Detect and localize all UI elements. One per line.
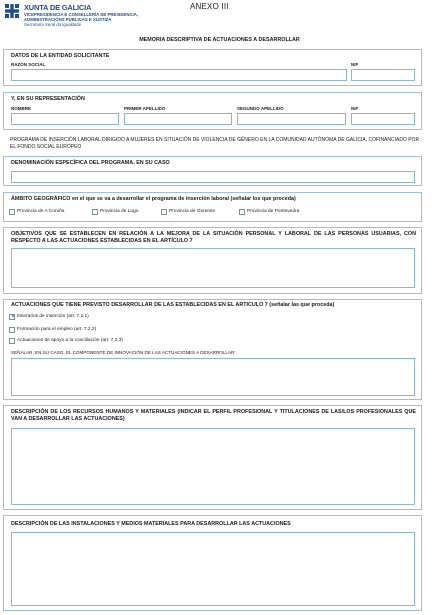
segundo-apellido-input[interactable]: [237, 113, 346, 125]
facilities-section: [3, 515, 422, 611]
resources-section: [3, 405, 422, 510]
entity-nif-input[interactable]: [351, 69, 415, 81]
scope-title: ÁMBITO GEOGRÁFICO en el que se va a desarrollar el programa de inserción laboral (señalar los que proceda): [11, 196, 296, 202]
checkmark-icon: ×: [11, 314, 15, 320]
itinerarios-checkbox[interactable]: [9, 314, 15, 320]
actions-title: ACTUACIONES QUE TIENE PREVISTO DESARROLLAR DE LAS ESTABLECIDAS EN EL ARTICULO 7 (señalar las que proceda): [11, 302, 335, 308]
nombre-input[interactable]: [11, 113, 119, 125]
entity-title: DATOS DE LA ENTIDAD SOLICITANTE: [11, 53, 110, 59]
formacion-checkbox[interactable]: [9, 327, 15, 333]
segundo-apellido-label: SEGUNDO APELLIDO: [237, 106, 284, 111]
facilities-title: DESCRIPCIÓN DE LAS INSTALACIONES Y MEDIOS MATERIALES PARA DESARROLLAR LAS ACTUACIONES: [11, 521, 291, 527]
logo-line-2: ADMINISTRACIÓNS PÚBLICAS E XUSTIZA: [24, 17, 112, 22]
province-lugo-label: Provincia de Lugo: [100, 209, 139, 214]
formacion-label: Formación para el empleo (art. 7.2.2): [17, 327, 97, 332]
representative-title: Y, EN SU REPRESENTACIÓN: [11, 96, 85, 102]
scope-section: [3, 192, 422, 222]
province-lugo-checkbox[interactable]: [92, 209, 98, 215]
program-note: PROGRAMA DE INSERCIÓN LABORAL DIRIGIDO A MUJERES EN SITUACIÓN DE VIOLENCIA DE GÉNERO EN LA COMUNIDAD AUTÓNOMA DE GALICIA, COFINANCIADO POR EL FONDO SOCIAL EUROPEO: [10, 137, 420, 150]
resources-textarea[interactable]: [11, 428, 415, 505]
annex-label: ANEXO III: [190, 2, 229, 11]
program-name-title: DENOMINACIÓN ESPECÍFICA DEL PROGRAMA, EN SU CASO: [11, 160, 170, 166]
page-header: [0, 0, 439, 36]
province-ourense-label: Provincia de Ourense: [169, 209, 216, 214]
innovation-textarea[interactable]: [11, 358, 415, 396]
facilities-textarea[interactable]: [11, 532, 415, 606]
conciliacion-label: Actuaciones de apoyo a la conciliación (art. 7.2.3): [17, 338, 123, 343]
objectives-textarea[interactable]: [11, 248, 415, 288]
document-title: MEMORIA DESCRIPTIVA DE ACTUACIONES A DESARROLLAR: [139, 37, 300, 43]
province-a-coruna-checkbox[interactable]: [9, 209, 15, 215]
rep-nif-input[interactable]: [351, 113, 415, 125]
actions-section: [3, 299, 422, 400]
razon-social-input[interactable]: [11, 69, 347, 81]
razon-social-label: RAZÓN SOCIAL: [11, 62, 46, 67]
entity-nif-label: NIF: [351, 62, 359, 67]
province-ourense-checkbox[interactable]: [161, 209, 167, 215]
representative-section: [3, 92, 422, 130]
resources-title: DESCRIPCIÓN DE LOS RECURSOS HUMANOS Y MATERIALES (INDICAR EL PERFIL PROFESIONAL Y TITULACIONES DE LAS/LOS PROFESIONALES QUE VAN A DESARROLLAR LAS ACTUACIONES): [11, 409, 416, 423]
program-name-section: [3, 156, 422, 186]
objectives-section: [3, 227, 422, 294]
rep-nif-label: NIF: [351, 106, 359, 111]
province-pontevedra-label: Provincia de Pontevedra: [247, 209, 300, 214]
province-a-coruna-label: Provincia de A Coruña: [17, 209, 65, 214]
xunta-cross-logo-icon: [5, 4, 19, 18]
nombre-label: NOMBRE: [11, 106, 31, 111]
entity-section: [3, 49, 422, 86]
innovation-label: SEÑALAR, EN SU CASO, EL COMPONENTE DE INNOVACIÓN DE LAS ACTUACIONES A DESARROLLAR:: [11, 350, 236, 355]
program-name-input[interactable]: [11, 171, 415, 183]
province-pontevedra-checkbox[interactable]: [239, 209, 245, 215]
itinerarios-label: Itinerarios de inserción (art. 7.2.1): [17, 314, 89, 319]
logo-title: XUNTA DE GALICIA: [24, 3, 92, 12]
primer-apellido-input[interactable]: [124, 113, 232, 125]
logo-line-3: Secretaría Xeral da Igualdade: [24, 22, 82, 27]
objectives-title: OBJETIVOS QUE SE ESTABLECEN EN RELACIÓN A LA MEJORA DE LA SITUACIÓN PERSONAL Y LABORAL DE LAS PERSONAS USUARIAS, CON RESPECTO A LAS ACTUACIONES ESTABLECIDAS EN EL ARTÍCULO 7: [11, 231, 416, 245]
primer-apellido-label: PRIMER APELLIDO: [124, 106, 166, 111]
conciliacion-checkbox[interactable]: [9, 338, 15, 344]
logo-line-1: VICEPRESIDENCIA E CONSELLERÍA DE PRESIDENCIA,: [24, 12, 139, 17]
